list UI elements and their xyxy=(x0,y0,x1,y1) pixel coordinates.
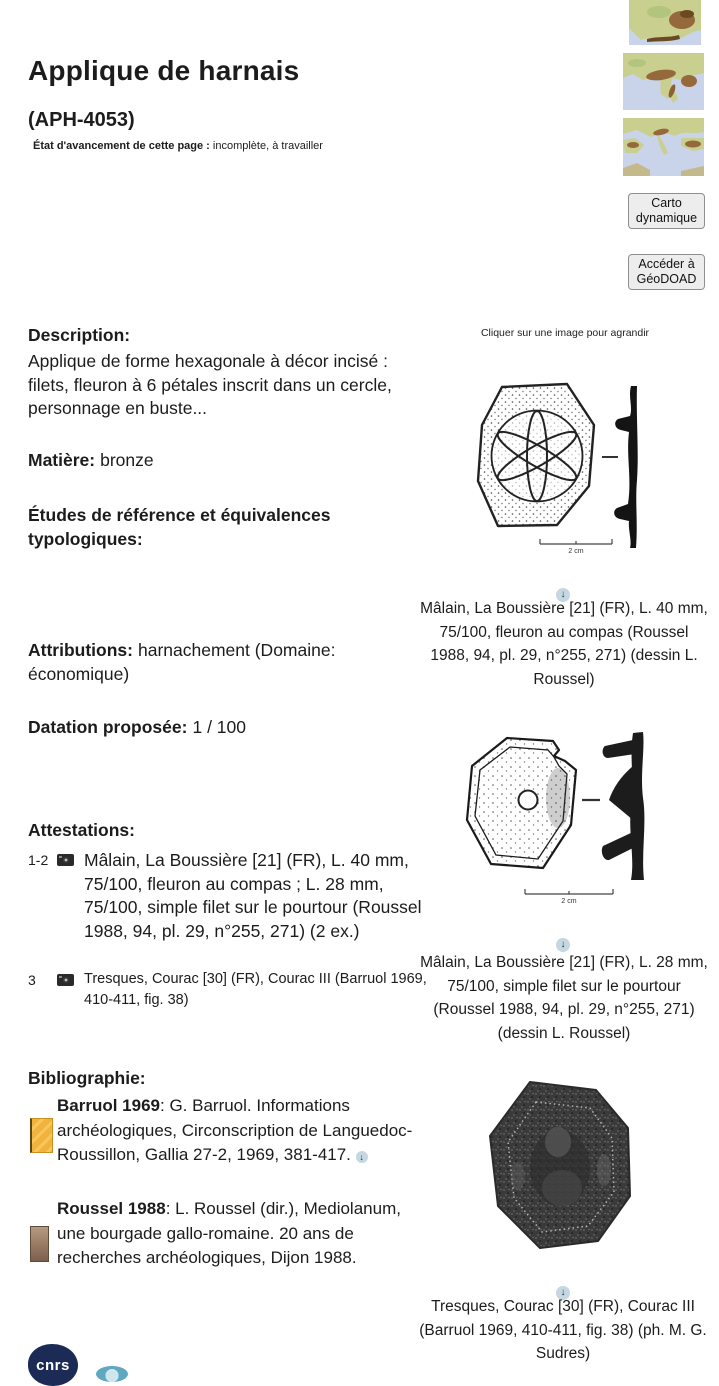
book-cover-thumbnail-roussel[interactable] xyxy=(30,1226,49,1262)
download-icon[interactable]: ↓ xyxy=(556,588,570,602)
description-label: Description: xyxy=(28,325,131,345)
bibliography-ref: Roussel 1988 xyxy=(57,1199,166,1218)
figure-caption-3: Tresques, Courac [30] (FR), Courac III (Barruol 1969, 410-411, fig. 38) (ph. M. G. Sudres) xyxy=(419,1298,707,1362)
status-value: incomplète, à travailler xyxy=(212,140,323,152)
attestation-text: Mâlain, La Boussière [21] (FR), L. 40 mm, 75/100, fleuron au compas ; L. 28 mm, 75/100, simple filet sur le pourtour (Roussel 1988, 94, pl. 29, n°255, 271) (2 ex.) xyxy=(84,850,422,941)
figure-drawing-rosette[interactable] xyxy=(455,372,675,562)
camera-icon xyxy=(57,974,74,986)
matiere-value: bronze xyxy=(100,450,154,470)
bibliography-entry-roussel xyxy=(57,1197,431,1271)
attestations-label: Attestations: xyxy=(28,820,135,840)
datation-line xyxy=(28,717,246,738)
bibliographie-label: Bibliographie: xyxy=(28,1068,146,1088)
attestation-row-2 xyxy=(28,969,434,1010)
page-id: (APH-4053) xyxy=(28,108,135,131)
attributions-line xyxy=(28,638,428,686)
bibliography-entry-barruol xyxy=(57,1094,431,1168)
download-icon[interactable]: ↓ xyxy=(356,1151,368,1163)
book-cover-thumbnail-barruol[interactable] xyxy=(30,1118,53,1153)
etudes-label: Études de référence et équivalences typologiques: xyxy=(28,505,331,549)
figure-caption-1: Mâlain, La Boussière [21] (FR), L. 40 mm, 75/100, fleuron au compas (Roussel 1988, 94, pl. 29, n°255, 271) (dessin L. Roussel) xyxy=(420,600,708,688)
cnrs-logo[interactable]: cnrs xyxy=(28,1344,78,1386)
map-thumbnail-mediterranee[interactable] xyxy=(623,118,704,176)
scale-bar-label: 2 cm xyxy=(561,898,577,905)
datation-value: 1 / 100 xyxy=(192,717,246,737)
matiere-line xyxy=(28,450,154,471)
figure-photo-tresques[interactable] xyxy=(478,1076,643,1261)
status-label: État d'avancement de cette page : xyxy=(33,140,210,152)
scale-bar-label: 2 cm xyxy=(568,548,584,555)
status-line xyxy=(33,140,323,152)
geodoad-button[interactable]: Accéder à GéoDOAD xyxy=(628,254,705,290)
attestation-number: 1-2 xyxy=(28,852,49,868)
attestation-text: Tresques, Courac [30] (FR), Courac III (Barruol 1969, 410-411, fig. 38) xyxy=(84,971,427,1008)
matiere-label: Matière: xyxy=(28,450,96,470)
attributions-label: Attributions: xyxy=(28,640,133,660)
download-icon[interactable]: ↓ xyxy=(556,938,570,952)
partner-logo-partial[interactable] xyxy=(96,1366,128,1382)
gallery-hint: Cliquer sur une image pour agrandir xyxy=(480,327,650,339)
map-thumbnail-france[interactable] xyxy=(629,0,701,45)
carto-dynamique-button[interactable]: Carto dynamique xyxy=(628,193,705,229)
figure-drawing-plain-hexagon[interactable] xyxy=(455,728,675,913)
bibliography-ref: Barruol 1969 xyxy=(57,1096,160,1115)
bibliography-text: : L. Roussel (dir.), Mediolanum, une bourgade gallo-romaine. 20 ans de recherches archéologiques, Dijon 1988. xyxy=(57,1199,401,1267)
download-icon[interactable]: ↓ xyxy=(556,1286,570,1300)
page-title: Applique de harnais xyxy=(28,54,300,86)
bibliography-text: : G. Barruol. Informations archéologiques, Circonscription de Languedoc-Roussillon, Gallia 27-2, 1969, 381-417. xyxy=(57,1096,413,1164)
attestation-number: 3 xyxy=(28,972,36,988)
figure-caption-2: Mâlain, La Boussière [21] (FR), L. 28 mm, 75/100, simple filet sur le pourtour (Roussel 1988, 94, pl. 29, n°255, 271) (dessin L. Roussel) xyxy=(420,954,708,1042)
camera-icon xyxy=(57,854,74,866)
attestation-row-1 xyxy=(28,849,434,943)
datation-label: Datation proposée: xyxy=(28,717,188,737)
map-thumbnail-europe[interactable] xyxy=(623,53,704,110)
attributions-value: harnachement (Domaine: économique) xyxy=(28,640,336,684)
description-text: Applique de forme hexagonale à décor incisé : filets, fleuron à 6 pétales inscrit dans un cercle, personnage en buste... xyxy=(28,351,392,418)
